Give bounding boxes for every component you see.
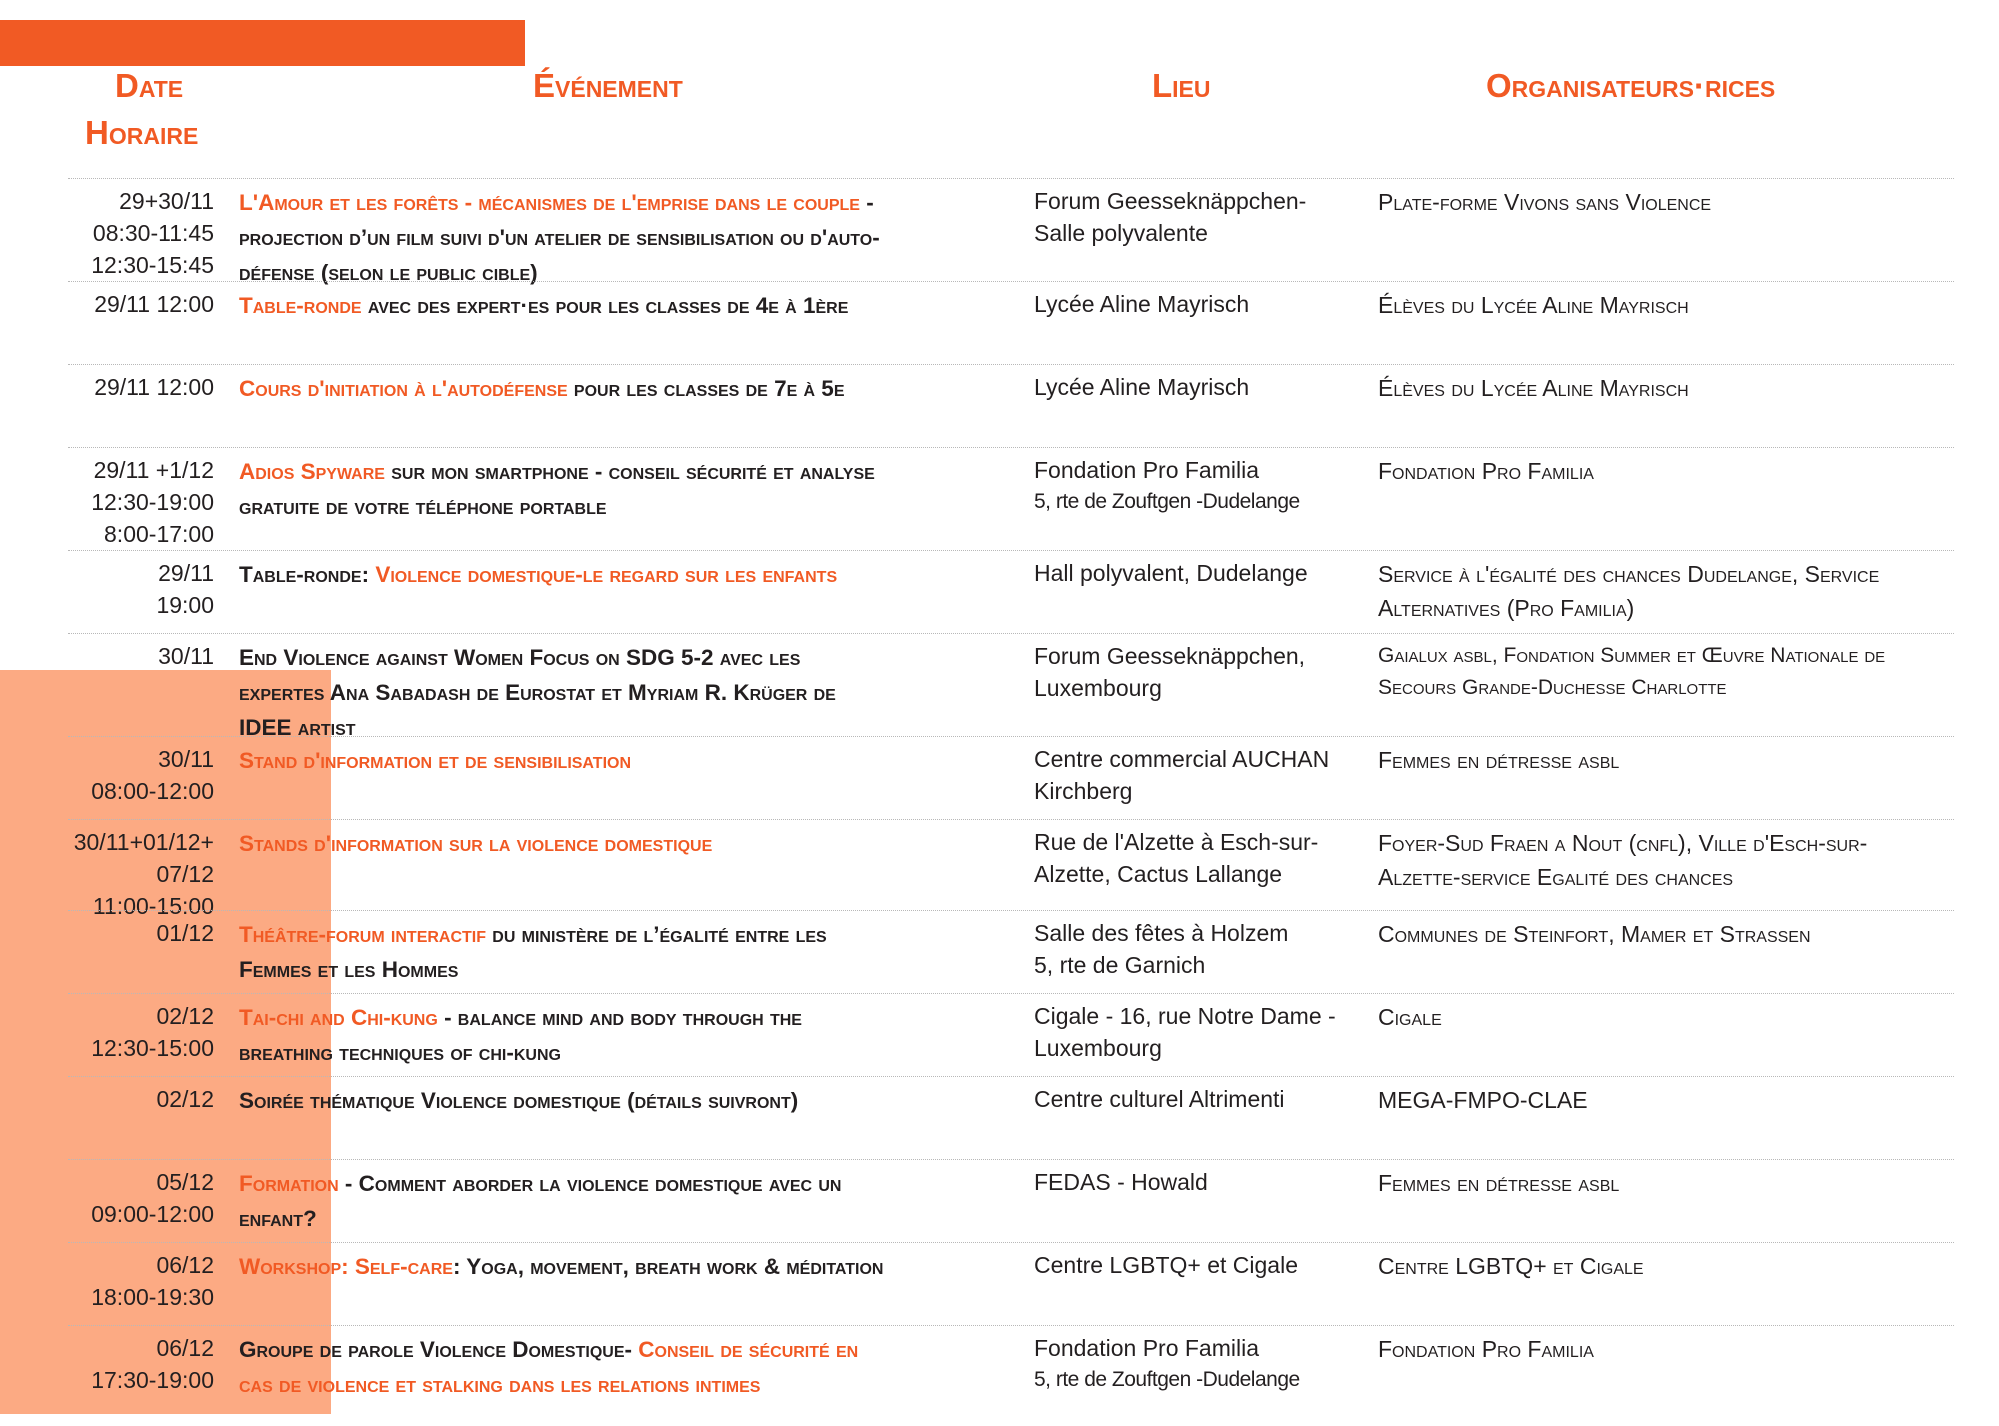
event-title-highlight: Formation	[239, 1171, 339, 1196]
location-cell	[1034, 1000, 1364, 1064]
location-line: Salle polyvalente	[1034, 220, 1208, 246]
event-title-highlight: Adios Spyware	[239, 459, 385, 484]
table-row	[68, 819, 1954, 919]
event-text: - Comment aborder la violence domestique avec un enfant?	[239, 1171, 842, 1231]
location-cell	[1034, 917, 1364, 981]
location-line: Kirchberg	[1034, 778, 1133, 804]
location-line: Centre culturel Altrimenti	[1034, 1086, 1285, 1112]
organisers-cell: Cigale	[1378, 1004, 1442, 1030]
location-line: 5, rte de Garnich	[1034, 952, 1206, 978]
location-cell	[1034, 1166, 1364, 1198]
event-title-highlight: Stands d'information sur la violence domestique	[239, 831, 713, 856]
location-line: Salle des fêtes à Holzem	[1034, 920, 1289, 946]
event-title-highlight: Stand d'information et de sensibilisation	[239, 748, 632, 773]
location-cell	[1034, 454, 1364, 518]
table-row	[68, 364, 1954, 447]
event-cell	[239, 1166, 889, 1236]
date-line: 07/12	[156, 861, 214, 887]
location-line: FEDAS - Howald	[1034, 1169, 1208, 1195]
organisers-cell: Fondation Pro Familia	[1378, 1336, 1594, 1362]
date-line: 19:00	[156, 592, 214, 618]
date-line: 30/11	[158, 746, 214, 772]
organisers-cell: Élèves du Lycée Aline Mayrisch	[1378, 375, 1689, 401]
location-line: Lycée Aline Mayrisch	[1034, 374, 1250, 400]
date-cell	[68, 1332, 214, 1396]
organisers-cell: Foyer-Sud Fraen a Nout (cnfl), Ville d'Esch-sur-Alzette-service Egalité des chances	[1378, 830, 1868, 890]
date-line: 06/12	[156, 1252, 214, 1278]
event-text: du ministère de l’égalité entre les Femmes et les Hommes	[239, 922, 827, 982]
table-row	[68, 447, 1954, 550]
date-line: 08:30-11:45	[92, 220, 214, 246]
location-cell	[1034, 557, 1364, 589]
location-line: Luxembourg	[1034, 1035, 1162, 1061]
organisers-cell: Centre LGBTQ+ et Cigale	[1378, 1253, 1644, 1279]
event-text: Table-ronde:	[239, 562, 376, 587]
location-cell	[1034, 826, 1364, 890]
event-cell	[239, 557, 889, 592]
event-cell	[239, 640, 889, 745]
location-line: Centre LGBTQ+ et Cigale	[1034, 1252, 1298, 1278]
event-text: pour les classes de 7e à 5e	[567, 376, 845, 401]
event-text: - projection d’un film suivi d'un atelier de sensibilisation ou d'auto-défense (selon le public cible)	[239, 190, 880, 285]
header-organisers: Organisateurs·rices	[1486, 67, 1776, 104]
location-line: Forum Geesseknäppchen,	[1034, 643, 1306, 669]
location-line: Fondation Pro Familia	[1034, 457, 1259, 483]
date-line: 17:30-19:00	[91, 1367, 214, 1393]
location-cell	[1034, 743, 1364, 807]
date-line: 29/11 +1/12	[93, 457, 214, 483]
date-line: 8:00-17:00	[104, 521, 214, 547]
event-text: sur mon smartphone - conseil sécurité et analyse gratuite de votre téléphone portable	[239, 459, 875, 519]
date-line: 30/11+01/12+	[73, 829, 214, 855]
location-cell	[1034, 185, 1364, 249]
organisers-cell: Plate-forme Vivons sans Violence	[1378, 189, 1712, 215]
date-cell	[68, 1249, 214, 1313]
table-row	[68, 1159, 1954, 1242]
date-cell	[68, 185, 214, 281]
event-cell	[239, 1083, 889, 1118]
event-cell	[239, 1000, 889, 1070]
event-cell	[239, 288, 889, 323]
header-horaire: Horaire	[85, 114, 199, 151]
event-cell	[239, 743, 889, 778]
date-line: 09:00-12:00	[91, 1201, 214, 1227]
location-cell	[1034, 640, 1364, 704]
event-text: Soirée thématique Violence domestique (détails suivront)	[239, 1088, 799, 1113]
event-cell	[239, 454, 889, 524]
date-line: 06/12	[156, 1335, 214, 1361]
date-line: 11:00-15:00	[92, 893, 214, 919]
event-cell	[239, 917, 889, 987]
date-line: 30/11	[158, 643, 214, 669]
table-row	[68, 1325, 1954, 1426]
location-cell	[1034, 1332, 1364, 1396]
table-row	[68, 910, 1954, 993]
top-accent-bar	[0, 20, 525, 66]
date-line: 12:30-19:00	[91, 489, 214, 515]
event-cell	[239, 185, 889, 290]
organisers-cell: Gaialux asbl, Fondation Summer et Œuvre Nationale de Secours Grande-Duchesse Charlotte	[1378, 644, 1886, 699]
date-line: 18:00-19:30	[91, 1284, 214, 1310]
table-row	[68, 178, 1954, 285]
location-line: Hall polyvalent, Dudelange	[1034, 560, 1308, 586]
location-cell	[1034, 371, 1364, 403]
location-line: Forum Geesseknäppchen-	[1034, 188, 1307, 214]
date-cell	[68, 1083, 214, 1115]
location-line: Centre commercial AUCHAN	[1034, 746, 1330, 772]
event-text: : Yoga, movement, breath work & méditation	[452, 1254, 884, 1279]
location-line: 5, rte de Zouftgen -Dudelange	[1034, 1368, 1300, 1391]
date-line: 02/12	[156, 1086, 214, 1112]
event-text: Groupe de parole Violence Domestique-	[239, 1337, 639, 1362]
table-row	[68, 281, 1954, 364]
date-line: 29/11	[158, 560, 214, 586]
event-cell	[239, 826, 889, 861]
date-line: 01/12	[156, 920, 214, 946]
location-line: Cigale - 16, rue Notre Dame -	[1034, 1003, 1336, 1029]
date-line: 05/12	[156, 1169, 214, 1195]
date-cell	[68, 288, 214, 320]
date-line: 08:00-12:00	[91, 778, 214, 804]
event-title-highlight: Cours d'initiation à l'autodéfense	[239, 376, 568, 401]
location-line: Luxembourg	[1034, 675, 1162, 701]
event-text: avec des expert·es pour les classes de 4e à 1ère	[361, 293, 849, 318]
date-line: 12:30-15:45	[91, 252, 214, 278]
event-cell	[239, 1249, 889, 1284]
event-text: End Violence against Women Focus on SDG 5-2 avec les expertes Ana Sabadash de Eurostat et Myriam R. Krüger de IDEE artist	[239, 645, 836, 740]
organisers-cell: MEGA-FMPO-CLAE	[1378, 1087, 1588, 1113]
location-line: Lycée Aline Mayrisch	[1034, 291, 1250, 317]
header-date: Date	[115, 67, 184, 104]
location-cell	[1034, 1083, 1364, 1115]
event-title-highlight: Violence domestique-le regard sur les enfants	[375, 562, 838, 587]
event-cell	[239, 1332, 889, 1402]
location-line: 5, rte de Zouftgen -Dudelange	[1034, 490, 1300, 513]
date-cell	[68, 917, 214, 949]
date-cell	[68, 743, 214, 807]
organisers-cell: Femmes en détresse asbl	[1378, 1170, 1620, 1196]
event-cell	[239, 371, 889, 406]
date-cell	[68, 1000, 214, 1064]
event-title-highlight: Table-ronde	[239, 293, 362, 318]
table-row	[68, 736, 1954, 819]
table-row	[68, 550, 1954, 633]
event-title-highlight: Workshop: Self-care	[239, 1254, 453, 1279]
table-row	[68, 1076, 1954, 1159]
event-title-highlight: L'Amour et les forêts - mécanismes de l'emprise dans le couple	[239, 190, 860, 215]
date-line: 12:30-15:00	[91, 1035, 214, 1061]
date-cell	[68, 454, 214, 550]
date-line: 02/12	[156, 1003, 214, 1029]
date-cell	[68, 371, 214, 403]
event-title-highlight: Conseil de sécurité en cas de violence et stalking dans les relations intimes	[239, 1337, 859, 1397]
organisers-cell: Communes de Steinfort, Mamer et Strassen	[1378, 921, 1811, 947]
table-row	[68, 633, 1954, 740]
event-title-highlight: Théâtre-forum interactif	[239, 922, 487, 947]
location-cell	[1034, 1249, 1364, 1281]
date-line: 29/11 12:00	[94, 374, 214, 400]
organisers-cell: Femmes en détresse asbl	[1378, 747, 1620, 773]
date-line: 29+30/11	[119, 188, 214, 214]
table-row	[68, 993, 1954, 1076]
location-line: Rue de l'Alzette à Esch-sur-	[1034, 829, 1319, 855]
date-cell	[68, 826, 214, 922]
events-table	[68, 178, 1954, 1426]
table-row	[68, 1242, 1954, 1325]
event-title-highlight: Tai-chi and Chi-kung	[239, 1005, 438, 1030]
header-event: Événement	[533, 67, 683, 104]
organisers-cell: Fondation Pro Familia	[1378, 458, 1594, 484]
date-cell	[68, 557, 214, 621]
header-lieu: Lieu	[1152, 67, 1211, 104]
organisers-cell: Service à l'égalité des chances Dudelange, Service Alternatives (Pro Familia)	[1378, 561, 1880, 621]
location-line: Alzette, Cactus Lallange	[1034, 861, 1283, 887]
date-cell	[68, 640, 214, 672]
date-cell	[68, 1166, 214, 1230]
location-line: Fondation Pro Familia	[1034, 1335, 1259, 1361]
organisers-cell: Élèves du Lycée Aline Mayrisch	[1378, 292, 1689, 318]
event-text: - balance mind and body through the breathing techniques of chi-kung	[239, 1005, 802, 1065]
location-cell	[1034, 288, 1364, 320]
date-line: 29/11 12:00	[94, 291, 214, 317]
